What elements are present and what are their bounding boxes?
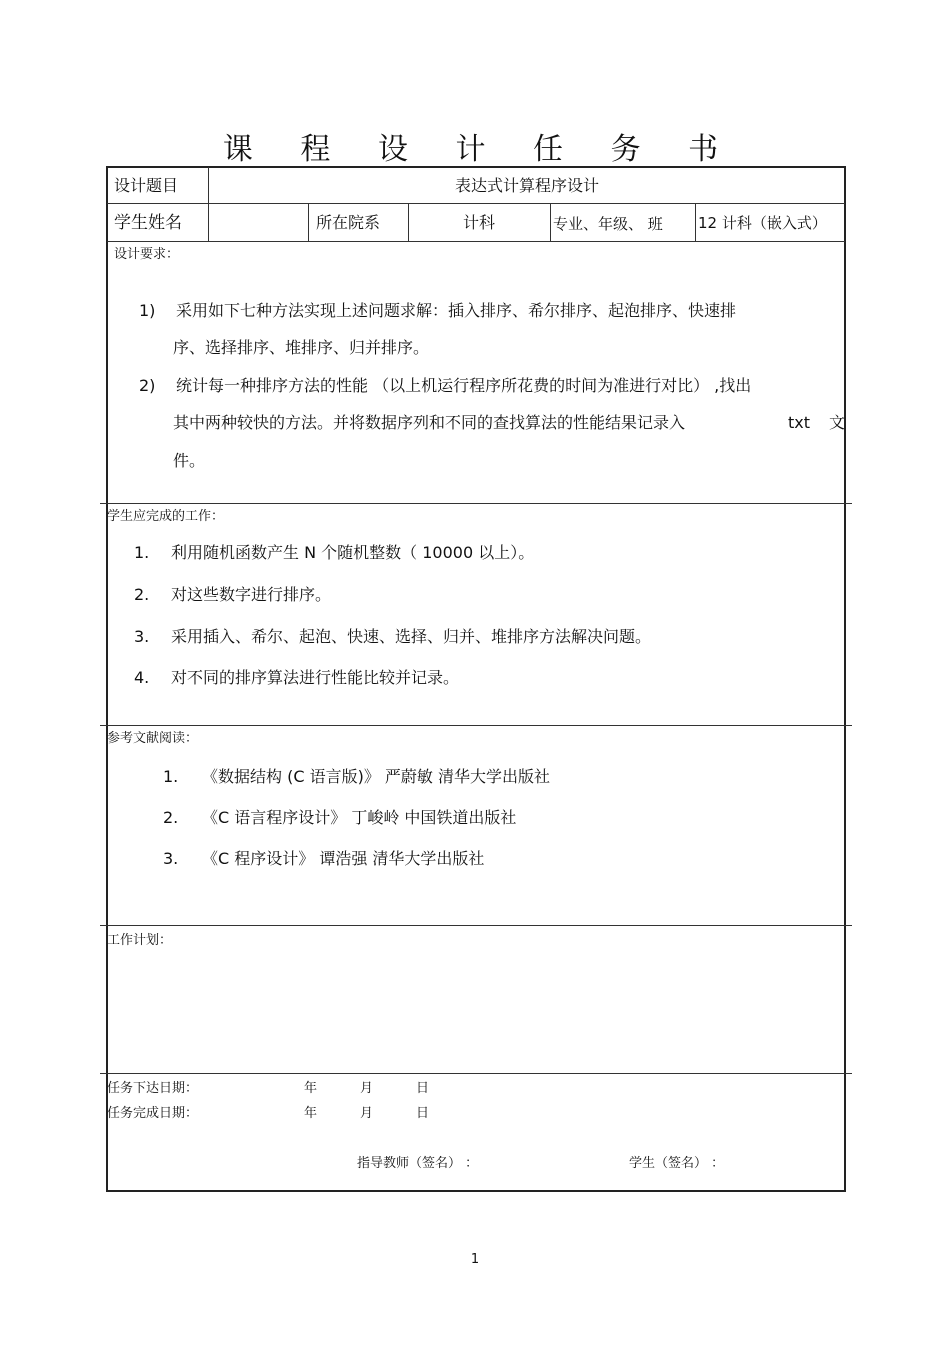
work-item-number: 4. (134, 668, 150, 687)
section-divider (100, 725, 852, 726)
student-signature: 学生（签名） ： (629, 1156, 725, 1171)
page-number: 1 (470, 1252, 480, 1267)
req-item-text: 采用如下七种方法实现上述问题求解：插入排序、希尔排序、起泡排序、快速排 (176, 301, 737, 320)
req-item-text: txt (788, 413, 811, 432)
req-item-text: 其中两种较快的方法。并将数据序列和不同的查找算法的性能结果记录入 (173, 413, 686, 432)
references-label: 参考文献阅读： (107, 731, 199, 746)
ref-item-text: 《C 程序设计》 谭浩强 清华大学出版社 (202, 849, 485, 868)
requirements-label: 设计要求： (114, 247, 180, 262)
issue-year: 年 (304, 1081, 318, 1096)
col-divider (695, 204, 696, 241)
ref-item-number: 3. (163, 849, 179, 868)
major-label: 专业、年级、 班 (553, 215, 663, 233)
col-divider (550, 204, 551, 241)
work-item-text: 对不同的排序算法进行性能比较并记录。 (171, 668, 460, 687)
req-item-text: 文 (829, 413, 846, 432)
major-value: 12 计科（嵌入式） (698, 214, 827, 232)
dept-value: 计科 (462, 213, 495, 232)
work-item-number: 2. (134, 585, 150, 604)
document-title: 课 程 设 计 任 务 书 (222, 132, 738, 167)
work-item-text: 利用随机函数产生 N 个随机整数（ 10000 以上）。 (171, 543, 535, 562)
teacher-signature: 指导教师（签名） ： (357, 1156, 479, 1171)
work-item-number: 1. (134, 543, 150, 562)
section-divider (100, 1073, 852, 1074)
req-item-number: 1) (139, 301, 156, 320)
complete-month: 月 (360, 1106, 374, 1121)
ref-item-number: 2. (163, 808, 179, 827)
name-label: 学生姓名 (114, 213, 182, 233)
complete-year: 年 (304, 1106, 318, 1121)
dept-label: 所在院系 (316, 213, 381, 232)
work-item-number: 3. (134, 627, 150, 646)
req-item-text: 统计每一种排序方法的性能 （以上机运行程序所花费的时间为准进行对比） ,找出 (176, 376, 752, 395)
plan-label: 工作计划： (107, 933, 173, 948)
ref-item-text: 《C 语言程序设计》 丁峻岭 中国铁道出版社 (202, 808, 517, 827)
section-divider (100, 503, 852, 504)
row-divider (107, 241, 845, 242)
row-divider (107, 203, 845, 204)
complete-date-label: 任务完成日期： (107, 1106, 199, 1121)
ref-item-number: 1. (163, 767, 179, 786)
complete-day: 日 (416, 1106, 430, 1121)
issue-day: 日 (416, 1081, 430, 1096)
section-divider (100, 925, 852, 926)
issue-date-label: 任务下达日期： (107, 1081, 199, 1096)
ref-item-text: 《数据结构 (C 语言版)》 严蔚敏 清华大学出版社 (202, 767, 551, 786)
issue-month: 月 (360, 1081, 374, 1096)
topic-label: 设计题目 (114, 176, 179, 195)
req-item-number: 2) (139, 376, 156, 395)
col-divider (308, 204, 309, 241)
req-item-text: 序、选择排序、堆排序、归并排序。 (173, 338, 430, 357)
work-label: 学生应完成的工作： (107, 509, 225, 524)
topic-value: 表达式计算程序设计 (454, 176, 599, 195)
req-item-text: 件。 (173, 451, 206, 470)
work-item-text: 采用插入、希尔、起泡、快速、选择、归并、堆排序方法解决问题。 (171, 627, 652, 646)
work-item-text: 对这些数字进行排序。 (171, 585, 332, 604)
